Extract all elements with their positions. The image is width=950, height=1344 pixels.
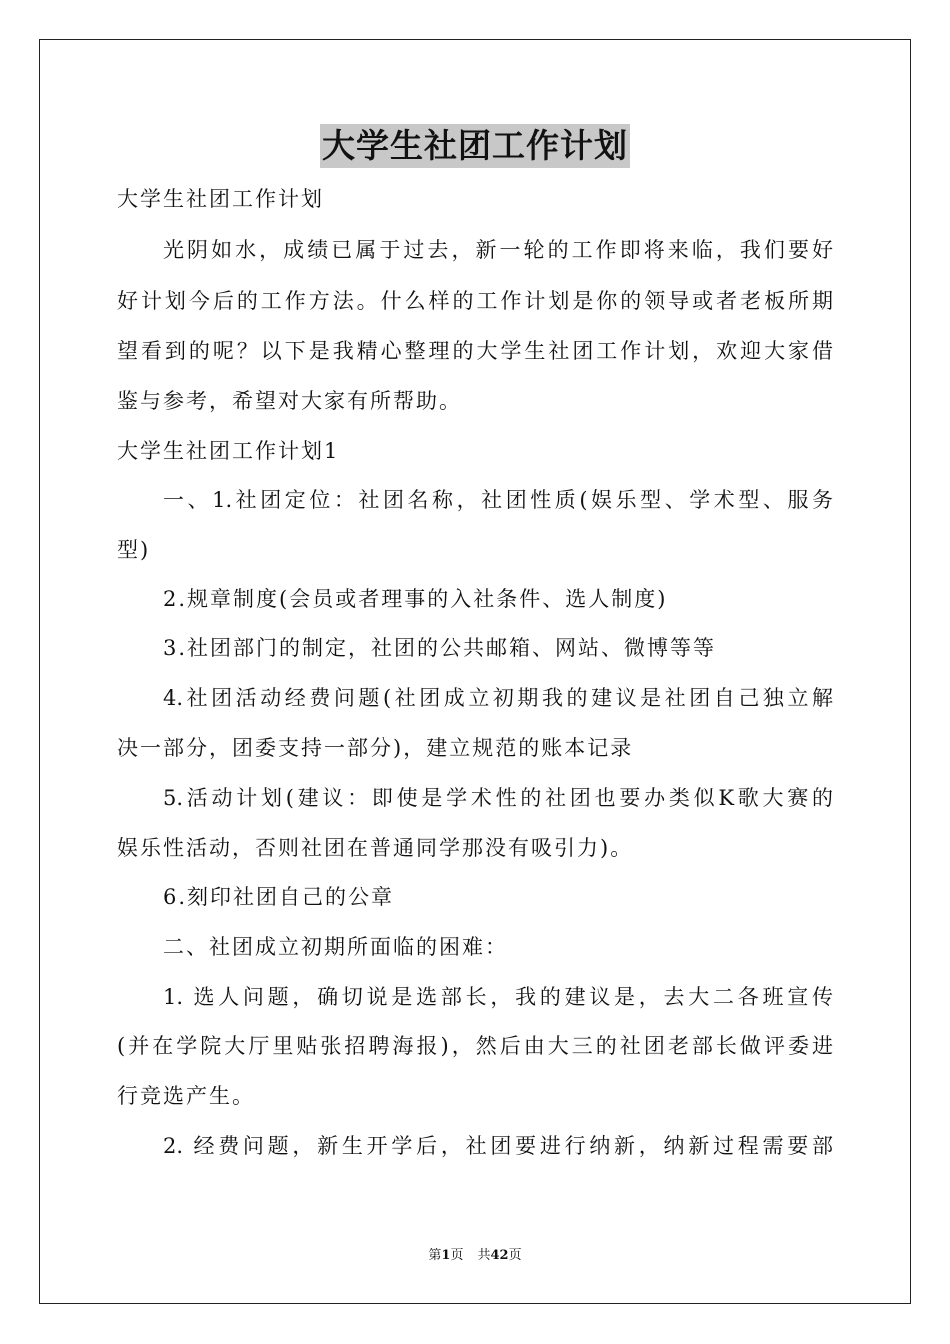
body-line: 好计划今后的工作方法。什么样的工作计划是你的领导或者老板所期 xyxy=(117,289,833,313)
section-heading: 大学生社团工作计划1 xyxy=(117,439,340,463)
body-line: 2.规章制度(会员或者理事的入社条件、选人制度) xyxy=(163,587,668,611)
body-line: 5.活动计划(建议：即使是学术性的社团也要办类似K歌大赛的 xyxy=(163,786,833,810)
total-unit: 页 xyxy=(508,1248,522,1263)
page-unit: 页 xyxy=(450,1248,464,1263)
page-total: 42 xyxy=(490,1248,509,1263)
body-line: 型) xyxy=(117,538,151,562)
body-line: 决一部分，团委支持一部分)，建立规范的账本记录 xyxy=(117,736,634,760)
body-line: 望看到的呢？以下是我精心整理的大学生社团工作计划，欢迎大家借 xyxy=(117,339,833,363)
page-prefix: 第 xyxy=(428,1248,442,1263)
body-line: 一、1.社团定位：社团名称，社团性质(娱乐型、学术型、服务 xyxy=(163,488,833,512)
body-line: 鉴与参考，希望对大家有所帮助。 xyxy=(117,389,462,413)
page-footer xyxy=(0,1247,950,1265)
body-line: 1. 选人问题，确切说是选部长，我的建议是，去大二各班宣传 xyxy=(163,985,833,1009)
title-container xyxy=(0,124,950,168)
body-line: (并在学院大厅里贴张招聘海报)，然后由大三的社团老部长做评委进 xyxy=(117,1034,833,1058)
body-line: 光阴如水，成绩已属于过去，新一轮的工作即将来临，我们要好 xyxy=(163,238,833,262)
body-line: 娱乐性活动，否则社团在普通同学那没有吸引力)。 xyxy=(117,836,634,860)
body-line: 3.社团部门的制定，社团的公共邮箱、网站、微博等等 xyxy=(163,636,717,660)
subtitle-line: 大学生社团工作计划 xyxy=(117,187,324,211)
page-number: 1 xyxy=(441,1248,451,1263)
document-title: 大学生社团工作计划 xyxy=(320,124,630,168)
body-line: 二、社团成立初期所面临的困难： xyxy=(163,935,508,959)
page-border xyxy=(39,39,911,1304)
body-line: 4.社团活动经费问题(社团成立初期我的建议是社团自己独立解 xyxy=(163,686,833,710)
body-line: 6.刻印社团自己的公章 xyxy=(163,885,395,909)
body-line: 行竞选产生。 xyxy=(117,1084,255,1108)
body-line: 2. 经费问题，新生开学后，社团要进行纳新，纳新过程需要部 xyxy=(163,1134,833,1158)
total-prefix: 共 xyxy=(477,1248,491,1263)
